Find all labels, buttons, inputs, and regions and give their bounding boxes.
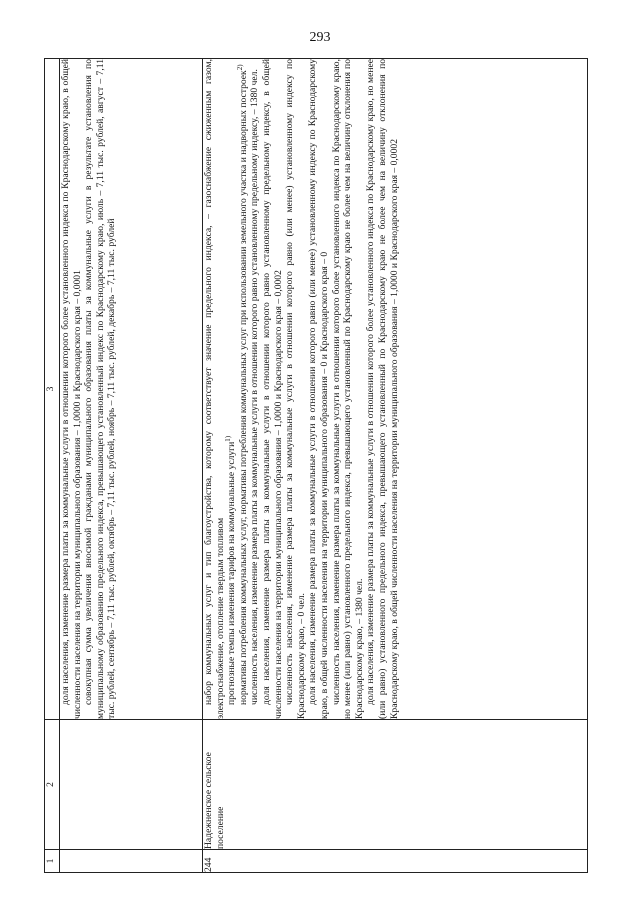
row-number-cell: 244 — [203, 850, 588, 873]
paragraph: доля населения, изменение размера платы за коммунальные услуги в отношении которого более установленного индекса по Краснодарскому краю, но менее (или равно) установленного предельного индекса, превышающего установленный по Краснодарскому краю не более чем на величину отклонения по Краснодарскому краю, в общей численности населения на территории муниципального образования – 1,0000 и Краснодарского края – 0,0002 — [365, 59, 400, 719]
data-table — [44, 58, 588, 873]
paragraph: совокупная сумма увеличения вносимой гражданами муниципального образования платы за коммунальные услуги в результате установления по муниципальному образованию предельного индекса, превышающего установленный индекс по Краснодарскому краю, июль – 7,11 тыс. рублей, август – 7,11 тыс. рублей, сентябрь – 7,11 тыс. рублей, октябрь – 7,11 тыс. рублей, ноябрь – 7,11 тыс. рублей, декабрь – 7,11 тыс. рублей — [83, 59, 118, 719]
rotated-table-container — [44, 59, 588, 873]
footnote-mark: 2) — [235, 64, 244, 71]
row-number-cell — [60, 850, 203, 873]
column-header-3: 3 — [45, 59, 60, 720]
paragraph: численность населения, изменение размера платы за коммунальные услуги в отношении которого равно установленному предельному индексу, – 1380 чел. — [249, 69, 261, 705]
paragraph: численность населения, изменение размера платы за коммунальные услуги в отношении которого равно (или менее) установленному индексу по Краснодарскому краю, – 0 чел. — [284, 59, 307, 719]
paragraph-text: прогнозные темпы изменения тарифов на коммунальные услуги — [226, 441, 238, 705]
paragraph: доля населения, изменение размера платы за коммунальные услуги в отношении которого более установленного индекса по Краснодарскому краю, в общей численности населения на территории муниципального образования – 1,0000 и Краснодарского края – 0,0001 — [60, 59, 83, 719]
row-text-cell — [60, 59, 203, 720]
column-header-2: 2 — [45, 720, 60, 850]
header-row — [45, 59, 60, 873]
row-name-cell — [60, 720, 203, 850]
settlement-name: Надежненское сельское поселение — [203, 720, 588, 850]
page-number: 293 — [309, 30, 331, 45]
paragraph: набор коммунальных услуг и тип благоустройства, которому соответствует значение предельного индекса, – газоснабжение сжиженным газом, электроснабжение, отопление твердым топливом — [203, 59, 226, 719]
paragraph-text: нормативы потребления коммунальных услуг, нормативы потребления коммунальных услуг при использовании земельного участка и надворных построек — [237, 70, 249, 705]
paragraph: доля населения, изменение размера платы за коммунальные услуги в отношении которого равно установленному предельному индексу, в общей численности населения на территории муниципального образования – 1,0000 и Краснодарского края – 0,0002 — [260, 59, 284, 719]
column-header-1: 1 — [45, 850, 60, 873]
row-text-cell — [203, 59, 588, 720]
paragraph: численность населения, изменение размера платы за коммунальные услуги в отношении которого более установленного индекса по Краснодарскому краю, но менее (или равно) установленного предельного индекса, превышающего установленный по Краснодарскому краю не более чем на величину отклонения по Краснодарскому краю, – 1380 чел. — [330, 59, 365, 719]
table-row — [203, 59, 588, 873]
paragraph: доля населения, изменение размера платы за коммунальные услуги в отношении которого равно (или менее) установленному индексу по Краснодарскому краю, в общей численности населения на территории муниципального образования – 0 и Краснодарского края – 0 — [307, 59, 330, 719]
table-row — [60, 59, 203, 873]
footnote-mark: 1) — [224, 435, 232, 442]
paragraph — [226, 59, 238, 719]
paragraph — [235, 59, 250, 719]
